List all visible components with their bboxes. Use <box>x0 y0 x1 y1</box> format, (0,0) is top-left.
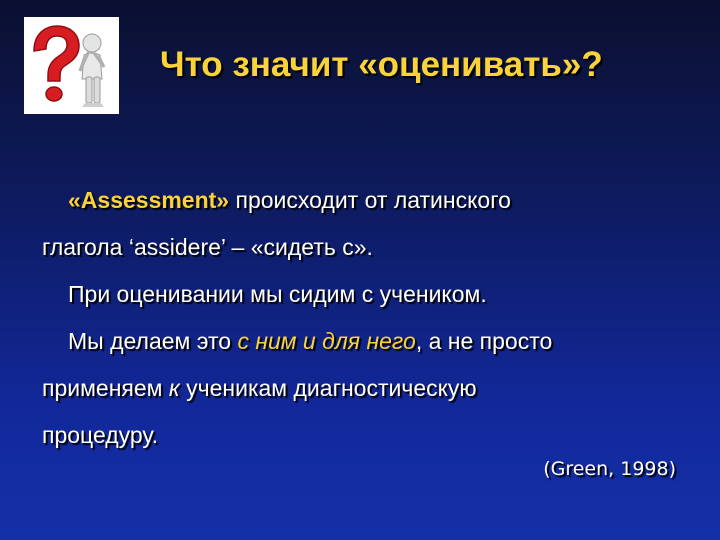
paragraph-2: При оценивании мы сидим с учеником. <box>68 281 487 307</box>
question-mark-figure-graphic <box>24 17 119 114</box>
paragraph-3-highlight: с ним и для него <box>237 328 416 354</box>
paragraph-3-line2-italic: к <box>168 375 180 401</box>
slide-body <box>42 177 682 459</box>
paragraph-3-line2-before: применяем <box>42 375 169 401</box>
paragraph-3-line-3: процедуру. <box>42 422 159 448</box>
paragraph-1-line-1 <box>42 177 682 224</box>
term-assessment: «Assessment» <box>68 187 230 213</box>
paragraph-3-after: , а не просто <box>415 328 553 354</box>
question-figure-icon <box>24 17 119 114</box>
paragraph-1-line-2: глагола ‘assidere’ – «сидеть с». <box>42 234 373 260</box>
citation: (Green, 1998) <box>543 458 676 480</box>
paragraph-3-line-2 <box>42 365 682 412</box>
paragraph-3-line2-after: ученикам диагностическую <box>179 375 477 401</box>
paragraph-1-rest: происходит от латинского <box>229 187 511 213</box>
paragraph-3-before: Мы делаем это <box>68 328 238 354</box>
paragraph-3-line-1 <box>42 318 682 365</box>
slide-title: Что значит «оценивать»? <box>160 45 603 84</box>
